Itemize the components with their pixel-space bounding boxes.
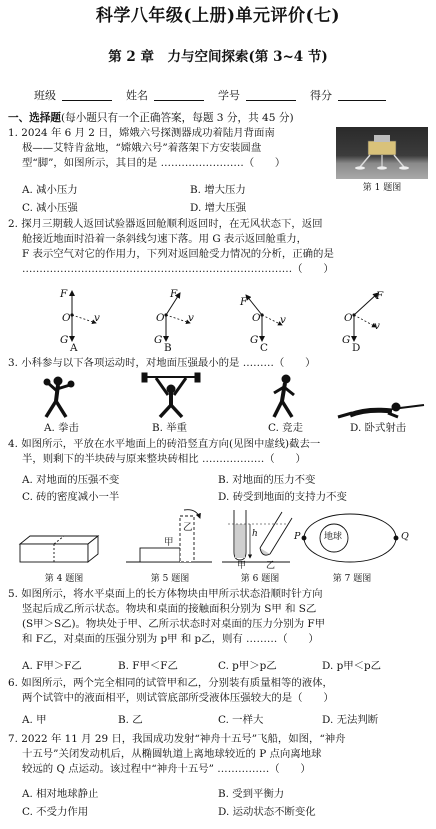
question-text-line: 竖起后成乙所示状态。物块和桌面的接触面积分别为 S甲 和 S乙 xyxy=(22,603,317,616)
label-o: O xyxy=(156,312,165,324)
label-g: G xyxy=(250,334,259,346)
question-text-line: 舱接近地面时沿着一条斜线匀速下落。用 G 表示返回舱重力， xyxy=(22,233,308,246)
figure-4-caption: 第 4 题图 xyxy=(44,574,84,584)
label-o: O xyxy=(62,312,71,324)
question-3 xyxy=(8,356,428,371)
option-4d[interactable]: D. 砖受到地面的支持力不变 xyxy=(218,491,347,503)
option-2a[interactable]: A xyxy=(70,342,78,354)
class-field[interactable] xyxy=(62,88,112,101)
question-text-line: 6. 如图所示，两个完全相同的试管甲和乙，分别装有质量相等的液体， xyxy=(8,677,333,689)
option-5a[interactable]: A. F甲＞F乙 xyxy=(22,660,82,672)
option-4c[interactable]: C. 砖的密度减小一半 xyxy=(22,491,120,503)
question-text-line: 半，则剩下的半块砖与原来整块砖相比 ………………（ ） xyxy=(22,453,306,466)
option-1d[interactable]: D. 增大压强 xyxy=(190,202,247,214)
option-6b[interactable]: B. 乙 xyxy=(118,714,143,726)
question-text-line: 和 F乙，对桌面的压强分别为 p甲 和 p乙，则有 ………（ ） xyxy=(22,633,319,646)
option-3a[interactable]: A. 拳击 xyxy=(44,422,79,434)
question-text-line: 2. 探月三期载人返回试验器返回舱顺利返回时，在无风状态下，返回 xyxy=(8,218,323,230)
question-text-line: (S甲＞S乙)。物块处于甲、乙所示状态时对桌面的压力分别为 F甲 xyxy=(22,618,326,631)
figures-4-7 xyxy=(0,506,436,570)
name-label: 姓名 xyxy=(126,89,148,102)
label-v: v xyxy=(94,312,100,324)
fig7-label-earth: 地球 xyxy=(324,532,343,542)
class-label: 班级 xyxy=(34,89,56,102)
question-text-line: 两个试管中的液面相平，则试管底部所受液体压强较大的是（ ） xyxy=(22,692,334,705)
question-text-line: ……………………………………………………………………（ ） xyxy=(22,263,334,276)
figure-6-caption: 第 6 题图 xyxy=(240,574,280,584)
brick-figure xyxy=(20,536,98,562)
weightlifting-icon xyxy=(142,373,200,417)
question-text-line: 5. 如图所示，将水平桌面上的长方体物块由甲所示状态沿顺时针方向 xyxy=(8,588,323,600)
label-f: F xyxy=(376,290,384,302)
prone-shooting-icon xyxy=(338,403,424,417)
option-2d[interactable]: D xyxy=(352,342,361,354)
question-text-line: 3. 小科参与以下各项运动时，对地面压强最小的是 ………（ ） xyxy=(8,357,316,369)
label-f: F xyxy=(240,296,248,308)
section-title: 一、选择题 xyxy=(8,112,61,124)
student-id-field[interactable] xyxy=(246,88,296,101)
question-4 xyxy=(8,437,428,467)
figure-1-caption: 第 1 题图 xyxy=(362,183,402,193)
option-3d[interactable]: D. 卧式射击 xyxy=(350,422,407,434)
question-6 xyxy=(8,676,428,706)
section-heading xyxy=(8,111,294,126)
section-note: (每小题只有一个正确答案，每题 3 分，共 45 分) xyxy=(60,112,294,124)
label-v: v xyxy=(374,320,380,332)
name-field[interactable] xyxy=(154,88,204,101)
option-7c[interactable]: C. 不受力作用 xyxy=(22,806,89,818)
fig5-label-jia: 甲 xyxy=(164,537,174,548)
option-7a[interactable]: A. 相对地球静止 xyxy=(22,788,99,800)
option-1c[interactable]: C. 减小压强 xyxy=(22,202,78,214)
boxing-icon xyxy=(44,377,74,417)
question-text-line: 型“脚”，如图所示，其目的是 ……………………（ ） xyxy=(22,157,286,170)
fig7-label-q: Q xyxy=(401,531,409,542)
page-title: 科学八年级(上册)单元评价(七) xyxy=(95,6,341,26)
question-text-line: 较远的 Q 点运动。该过程中“神舟十五号” ……………（ ） xyxy=(22,763,311,776)
fig5-label-yi: 乙 xyxy=(183,522,193,533)
label-o: O xyxy=(252,312,261,324)
fig6-label-jia: 甲 xyxy=(237,561,247,571)
option-5b[interactable]: B. F甲＜F乙 xyxy=(118,660,178,672)
option-2c[interactable]: C xyxy=(260,342,268,354)
figure-5-caption: 第 5 题图 xyxy=(150,574,190,584)
score-field[interactable] xyxy=(338,88,386,101)
orbit-figure xyxy=(302,514,398,562)
label-g: G xyxy=(154,334,163,346)
label-g: G xyxy=(342,334,351,346)
student-info-fields xyxy=(34,88,386,104)
option-6d[interactable]: D. 无法判断 xyxy=(322,714,379,726)
option-7d[interactable]: D. 运动状态不断变化 xyxy=(218,806,316,818)
lander-icon xyxy=(336,127,428,179)
lander-photo xyxy=(336,127,428,179)
option-6c[interactable]: C. 一样大 xyxy=(218,714,264,726)
option-6a[interactable]: A. 甲 xyxy=(22,714,47,726)
label-g: G xyxy=(60,334,69,346)
question-7 xyxy=(8,732,428,777)
option-3b[interactable]: B. 举重 xyxy=(152,422,188,434)
option-4a[interactable]: A. 对地面的压强不变 xyxy=(22,474,120,486)
sport-figures xyxy=(0,373,436,423)
question-text-line: 4. 如图所示，平放在水平地面上的砖沿竖直方向(见图中虚线)截去一 xyxy=(8,438,321,450)
fig7-label-p: P xyxy=(294,531,301,542)
label-f: F xyxy=(170,288,178,300)
fig6-label-yi: 乙 xyxy=(266,561,276,571)
fig6-label-h: h xyxy=(252,529,258,539)
diagram-a xyxy=(70,291,96,341)
race-walking-icon xyxy=(274,375,294,417)
option-1a[interactable]: A. 减小压力 xyxy=(22,184,78,196)
id-label: 学号 xyxy=(218,89,240,102)
figure-7-caption: 第 7 题图 xyxy=(332,574,372,584)
label-v: v xyxy=(280,314,286,326)
option-7b[interactable]: B. 受到平衡力 xyxy=(218,788,285,800)
question-text-line: F 表示空气对它的作用力，下列对返回舱受力情况的分析，正确的是 xyxy=(22,248,334,261)
option-5d[interactable]: D. p甲＜p乙 xyxy=(322,660,382,672)
question-5 xyxy=(8,587,428,647)
question-text-line: 十五号”关闭发动机后，从椭圆轨道上离地球较近的 P 点向离地球 xyxy=(22,748,322,761)
score-label: 得分 xyxy=(310,89,332,102)
page-subtitle: 第 2 章 力与空间探索(第 3~4 节) xyxy=(108,49,328,65)
option-4b[interactable]: B. 对地面的压力不变 xyxy=(218,474,316,486)
option-3c[interactable]: C. 竞走 xyxy=(268,422,303,434)
question-1 xyxy=(8,126,338,171)
question-text-line: 1. 2024 年 6 月 2 日，嫦娥六号探测器成功着陆月背面南 xyxy=(8,127,275,139)
label-o: O xyxy=(344,312,353,324)
question-text-line: 7. 2022 年 11 月 29 日，我国成功发射“神舟十五号”飞船，如图，“神舟 xyxy=(8,733,346,745)
question-text-line: 极——艾特肯盆地，“嫦娥六号”着落架下方安装圆盘 xyxy=(22,142,262,155)
label-f: F xyxy=(60,288,68,300)
option-5c[interactable]: C. p甲＞p乙 xyxy=(218,660,277,672)
option-1b[interactable]: B. 增大压力 xyxy=(190,184,246,196)
label-v: v xyxy=(188,312,194,324)
option-2b[interactable]: B xyxy=(164,342,172,354)
question-2 xyxy=(8,217,428,277)
